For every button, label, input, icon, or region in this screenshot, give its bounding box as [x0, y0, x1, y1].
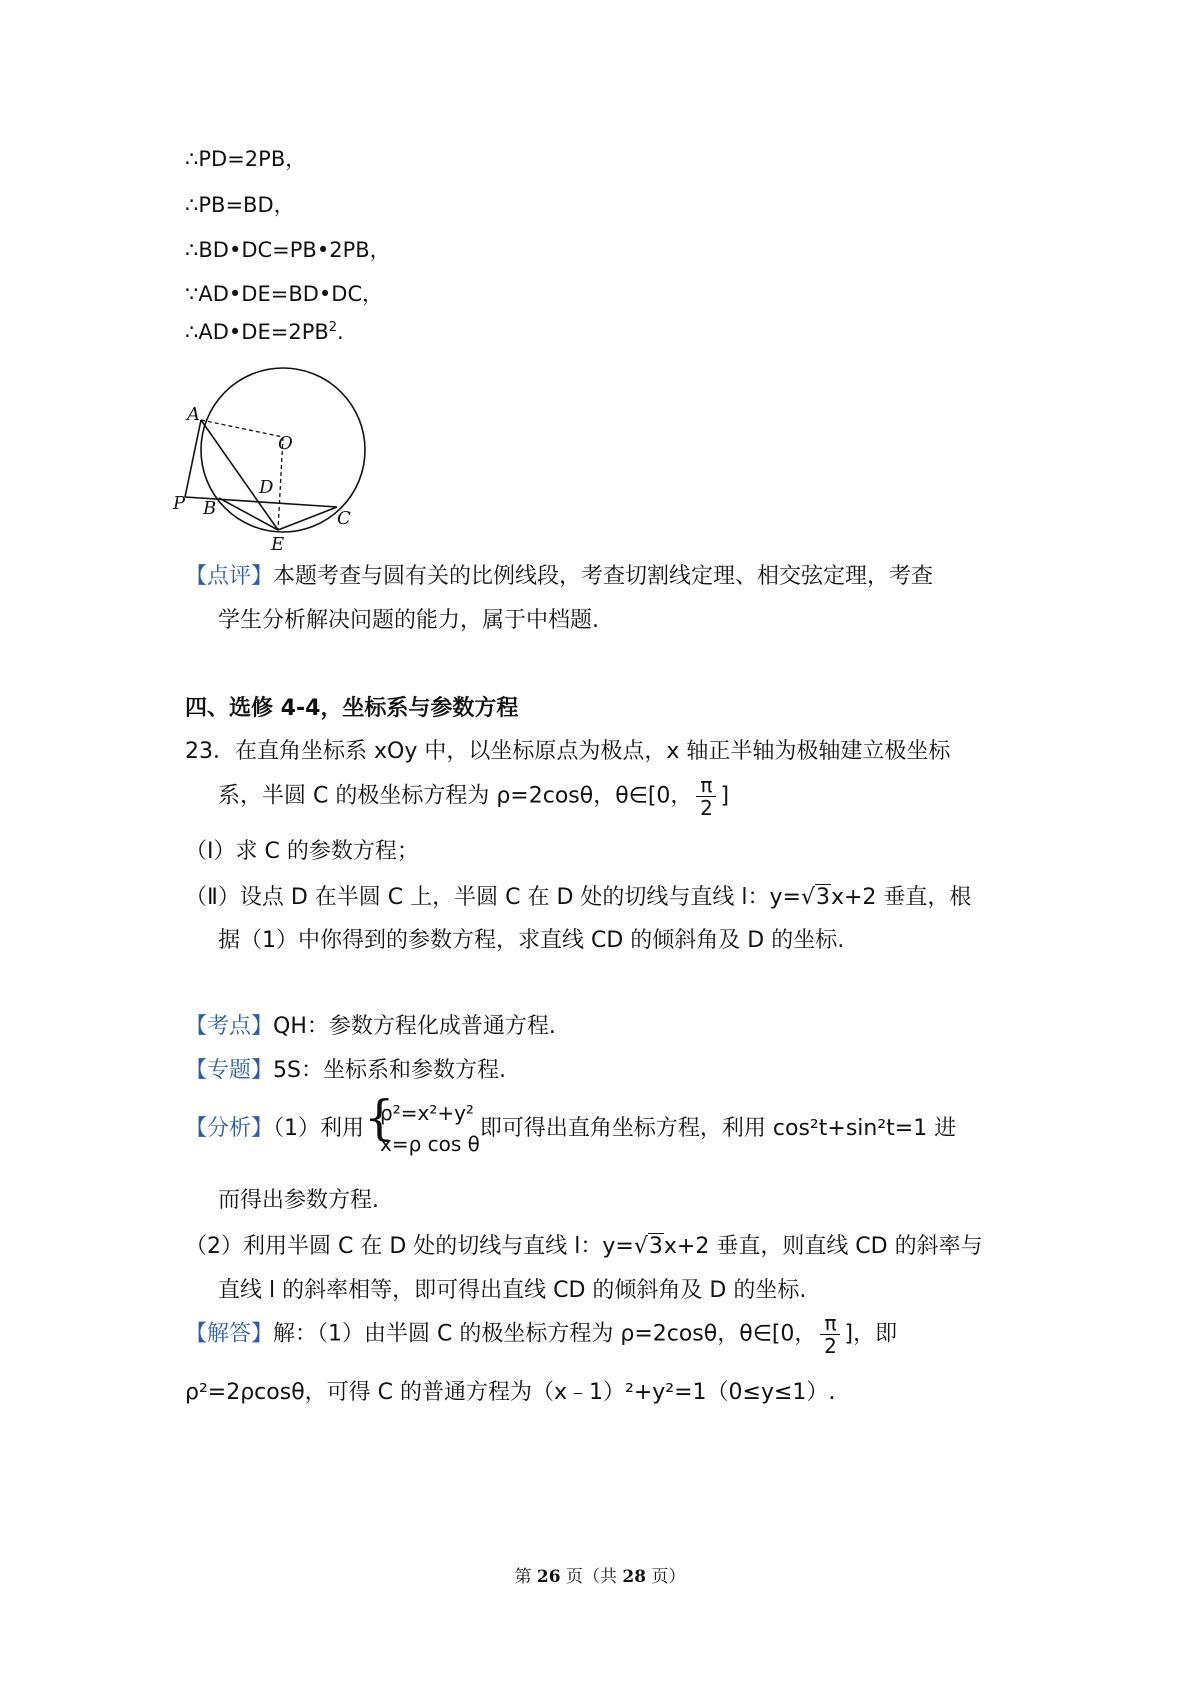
- zhuanti-line: 【专题】5S：坐标系和参数方程.: [185, 1058, 506, 1083]
- sqrt-symbol: √3: [800, 885, 830, 910]
- label-o: O: [278, 433, 293, 454]
- fenxi-line-2: 而得出参数方程.: [218, 1188, 379, 1213]
- jieda-tag: 【解答】: [185, 1321, 274, 1347]
- jieda-line-1: 【解答】解：（1）由半圆 C 的极坐标方程为 ρ=2cosθ，θ∈[0， $\frac{\pi}{2}$ ]，即: [185, 1311, 898, 1358]
- fenxi-part-2-line-2: 直线 l 的斜率相等，即可得出直线 CD 的倾斜角及 D 的坐标.: [218, 1278, 807, 1303]
- comment-tag: 【点评】: [185, 564, 274, 589]
- comment-line-1: 【点评】本题考查与圆有关的比例线段，考查切割线定理、相交弦定理，考查: [185, 564, 934, 589]
- fraction-pi-over-2: $\frac{\pi}{2}$: [696, 774, 716, 819]
- proof-line-1: ∴PD=2PB，: [185, 147, 307, 171]
- kaodian-line: 【考点】QH：参数方程化成普通方程.: [185, 1014, 556, 1039]
- problem-line-2: 系，半圆 C 的极坐标方程为 ρ=2cosθ，θ∈[0， $\frac{\pi}{2}$ ]: [218, 773, 730, 820]
- segment-ao: [201, 420, 283, 437]
- segment-pa: [185, 420, 201, 497]
- fenxi-tag: 【分析】: [185, 1116, 274, 1141]
- kaodian-tag: 【考点】: [185, 1014, 274, 1039]
- proof-line-5: $\therefore AD•DE=2PB^2$.: [185, 320, 344, 344]
- equation-system: { ρ²=x²+y² x=ρ cos θ: [364, 1090, 480, 1156]
- label-b: B: [203, 498, 217, 519]
- comment-line-2: 学生分析解决问题的能力，属于中档题.: [218, 608, 599, 633]
- label-e: E: [271, 534, 285, 555]
- problem-part-2: （Ⅱ）设点 D 在半圆 C 上，半圆 C 在 D 处的切线与直线 l：y=√3x+2 垂直，根: [185, 885, 972, 910]
- page-total: 28: [622, 1567, 647, 1587]
- label-p: P: [173, 493, 186, 514]
- label-d: D: [259, 477, 274, 498]
- jieda-line-2: ρ²=2ρcosθ，可得 C 的普通方程为（x﹣1）²+y²=1（0≤y≤1）.: [185, 1380, 836, 1405]
- page-footer: 第 26 页（共 28 页）: [514, 1567, 686, 1587]
- fenxi-line-1: 【分析】（1）利用 { ρ²=x²+y² x=ρ cos θ 即可得出直角坐标方程，利用 cos²t+sin²t=1 进: [185, 1098, 956, 1160]
- fraction-pi-over-2-b: $\frac{\pi}{2}$: [820, 1312, 840, 1357]
- proof-line-3: ∴BD•DC=PB•2PB，: [185, 238, 391, 262]
- section-title: 四、选修 4-4，坐标系与参数方程: [185, 696, 519, 721]
- sqrt-symbol-2: √3: [633, 1234, 663, 1259]
- proof-line-2: ∴PB=BD，: [185, 193, 295, 217]
- problem-part-2-line-2: 据（1）中你得到的参数方程，求直线 CD 的倾斜角及 D 的坐标.: [218, 928, 845, 953]
- label-c: C: [337, 508, 351, 529]
- page-number: 26: [536, 1567, 561, 1587]
- label-a: A: [187, 404, 200, 425]
- problem-line-1: 23．在直角坐标系 xOy 中，以坐标原点为极点，x 轴正半轴为极轴建立极坐标: [185, 739, 951, 764]
- zhuanti-tag: 【专题】: [185, 1058, 274, 1083]
- problem-part-1: （Ⅰ）求 C 的参数方程；: [185, 839, 419, 864]
- geometry-figure: [175, 360, 405, 560]
- proof-line-4: ∵AD•DE=BD•DC，: [185, 282, 384, 306]
- fenxi-part-2: （2）利用半圆 C 在 D 处的切线与直线 l：y=√3x+2 垂直，则直线 CD 的斜率与: [185, 1234, 983, 1259]
